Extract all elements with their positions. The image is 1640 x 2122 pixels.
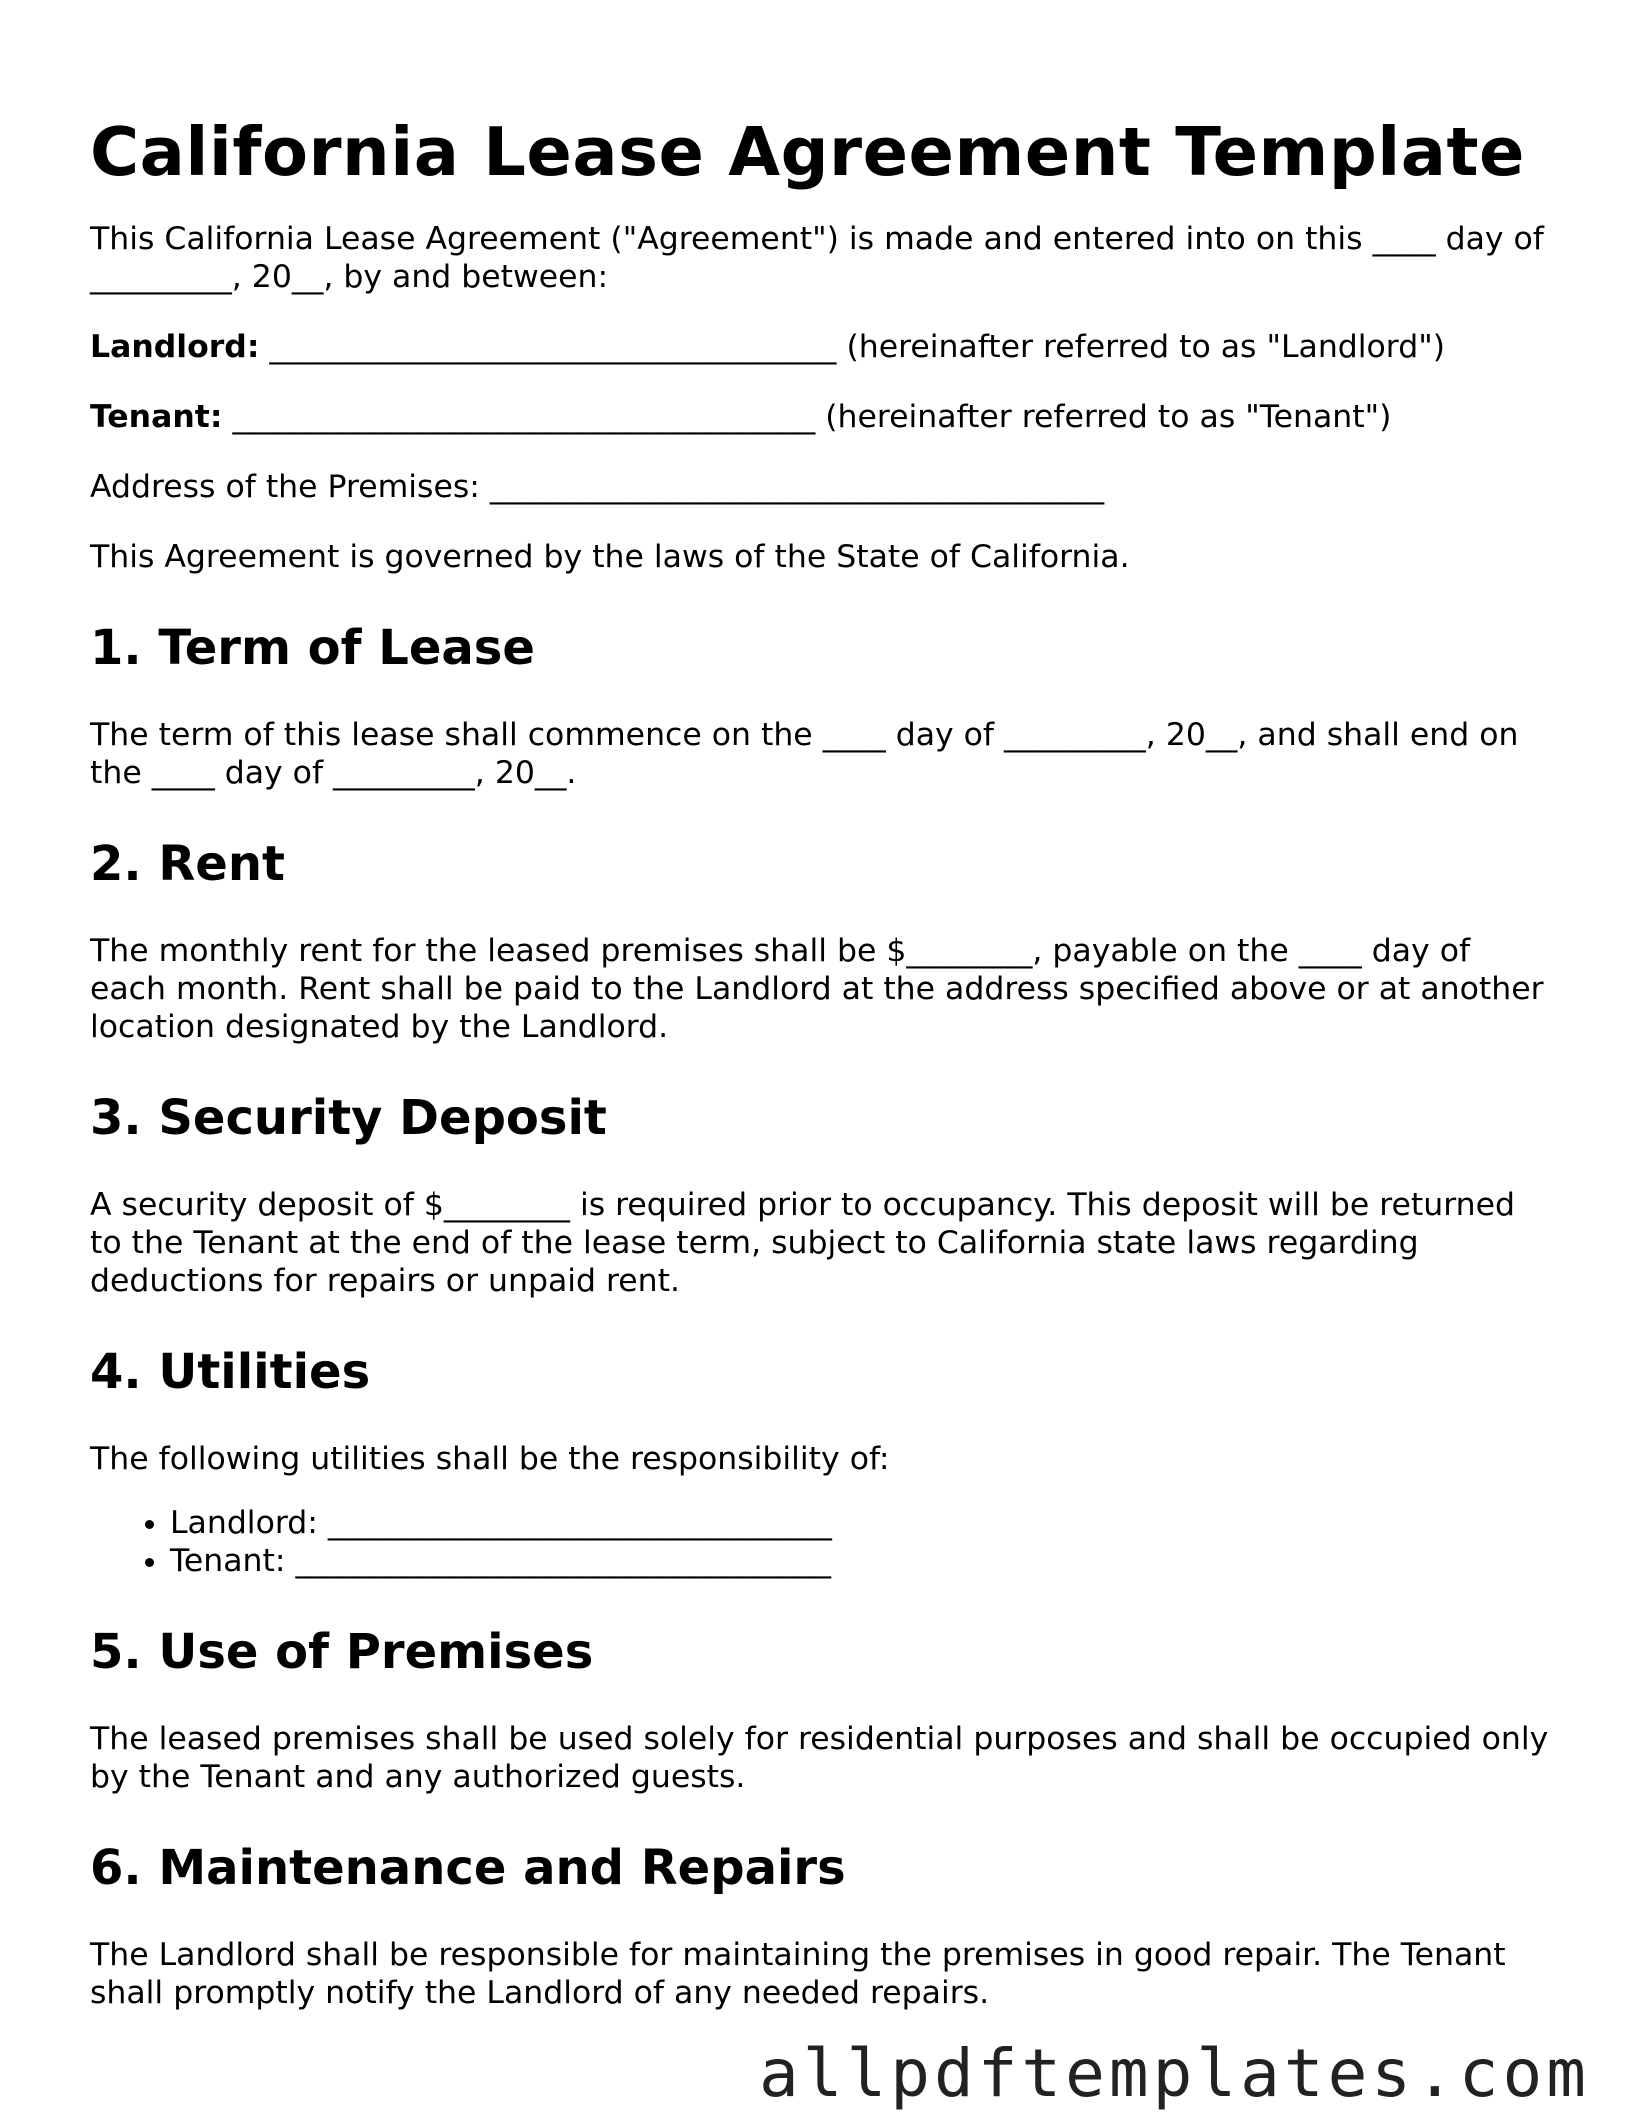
tenant-label: Tenant: (90, 399, 223, 435)
section-term-heading: 1. Term of Lease (90, 620, 535, 676)
section-deposit-body: A security deposit of $________ is required prior to occupancy. This deposit will be returned to the Tenant at the end of the lease term, subject to California state laws regarding deductions for repairs or unpaid rent. (90, 1187, 1515, 1299)
section-rent-body: The monthly rent for the leased premises shall be $________, payable on the ____ day of each month. Rent shall be paid to the Landlord at the address specified above or at another location designated by the Landlord. (90, 933, 1544, 1045)
tenant-blank: _____________________________________ (hereinafter referred to as "Tenant") (222, 399, 1392, 435)
section-deposit-heading: 3. Security Deposit (90, 1090, 607, 1146)
document-title: California Lease Agreement Template (90, 113, 1525, 191)
governing-law-text: This Agreement is governed by the laws of the State of California. (90, 539, 1130, 575)
landlord-blank: ____________________________________ (hereinafter referred to as "Landlord") (259, 329, 1445, 365)
section-utilities-heading: 4. Utilities (90, 1344, 371, 1400)
section-use-heading: 5. Use of Premises (90, 1624, 594, 1680)
section-use-body: The leased premises shall be used solely for residential purposes and shall be occupied only by the Tenant and any authorized guests. (90, 1721, 1549, 1795)
address-line: Address of the Premises: _______________________________________ (90, 469, 1105, 505)
utilities-item-tenant: • Tenant: __________________________________ (170, 1542, 1550, 1580)
site-watermark: allpdftemplates.com (759, 2035, 1590, 2112)
utilities-list (90, 1504, 1550, 1580)
landlord-line (90, 328, 1550, 366)
section-utilities-body: The following utilities shall be the responsibility of: (90, 1441, 890, 1477)
section-maintenance-body: The Landlord shall be responsible for maintaining the premises in good repair. The Tenant shall promptly notify the Landlord of any needed repairs. (90, 1937, 1506, 2011)
utilities-item-landlord: • Landlord: ________________________________ (170, 1504, 1550, 1542)
intro-paragraph: This California Lease Agreement ("Agreement") is made and entered into on this ____ day of _________, 20__, by and between: (90, 221, 1544, 295)
document-page (90, 110, 1550, 2012)
section-maintenance-heading: 6. Maintenance and Repairs (90, 1840, 846, 1896)
landlord-label: Landlord: (90, 329, 260, 365)
section-term-body: The term of this lease shall commence on the ____ day of _________, 20__, and shall end on the ____ day of _________, 20__. (90, 717, 1519, 791)
tenant-line (90, 398, 1550, 436)
section-rent-heading: 2. Rent (90, 836, 285, 892)
